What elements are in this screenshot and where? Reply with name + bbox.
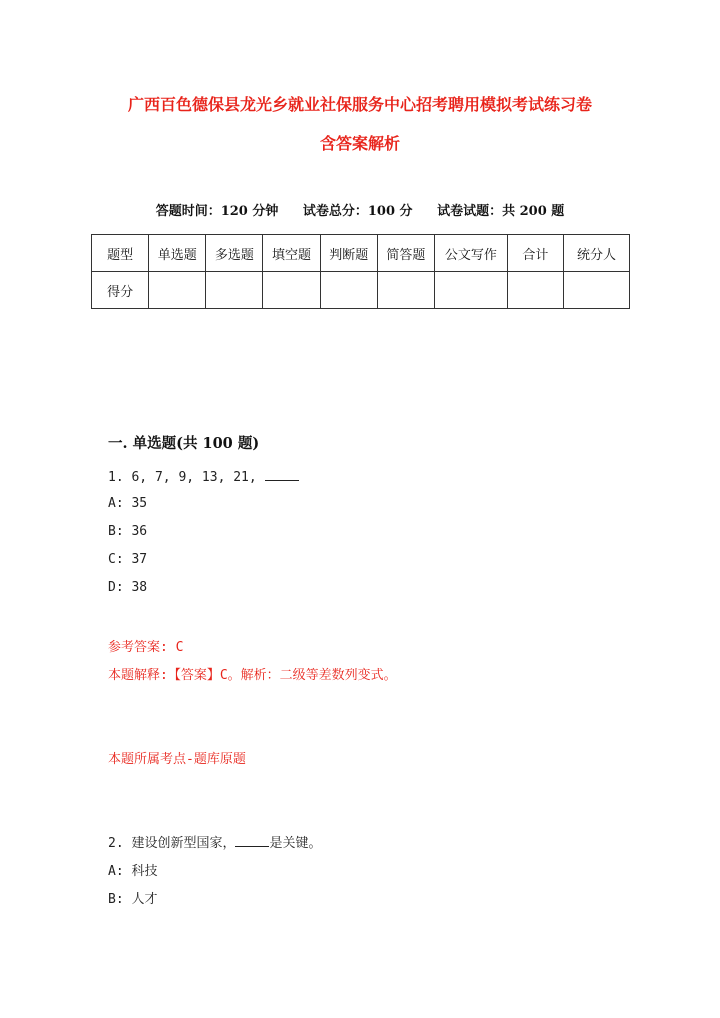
score-table-score-row [92,272,630,309]
score-table [91,234,630,309]
score-cell [377,272,434,309]
question-2-stem-after: 是关键。 [269,836,322,851]
question-1-option-d: D: 38 [108,580,148,595]
score-table-header-row [92,235,630,272]
document-title-line2: 含答案解析 [319,134,400,153]
question-1-stem-text: 1. 6, 7, 9, 13, 21, [108,470,265,485]
question-1-explanation: 本题解释:【答案】C。解析：二级等差数列变式。 [108,668,397,683]
score-row-label: 得分 [92,272,149,309]
score-cell [434,272,507,309]
score-header-cell: 多选题 [206,235,263,272]
section-title: 一. 单选题(共 100 题) [108,435,260,452]
answer-blank [235,834,269,847]
score-cell [507,272,563,309]
question-1-option-a: A: 35 [108,496,148,511]
answer-blank [265,468,299,481]
question-2-option-a: A: 科技 [108,864,158,879]
score-header-cell: 统分人 [563,235,629,272]
score-header-cell: 合计 [507,235,563,272]
score-cell [149,272,206,309]
question-1-option-c: C: 37 [108,552,148,567]
question-2-stem [108,832,322,851]
score-header-cell: 简答题 [377,235,434,272]
score-cell [320,272,377,309]
question-1-topic: 本题所属考点-题库原题 [108,752,246,767]
exam-meta [0,200,720,219]
score-header-cell: 公文写作 [434,235,507,272]
question-2-option-b: B: 人才 [108,892,158,907]
score-header-cell: 单选题 [149,235,206,272]
document-title-line1: 广西百色德保县龙光乡就业社保服务中心招考聘用模拟考试练习卷 [127,95,592,114]
exam-total-score: 试卷总分：100 分 [302,204,413,219]
score-header-cell: 题型 [92,235,149,272]
score-header-cell: 判断题 [320,235,377,272]
exam-question-count: 试卷试题：共 200 题 [437,204,565,219]
question-1-answer: 参考答案: C [108,640,184,655]
score-cell [263,272,320,309]
score-header-cell: 填空题 [263,235,320,272]
score-cell [563,272,629,309]
question-1-option-b: B: 36 [108,524,148,539]
exam-time: 答题时间：120 分钟 [155,204,279,219]
question-2-stem-before: 2. 建设创新型国家， [108,836,236,851]
question-1-stem [108,468,299,485]
score-cell [206,272,263,309]
